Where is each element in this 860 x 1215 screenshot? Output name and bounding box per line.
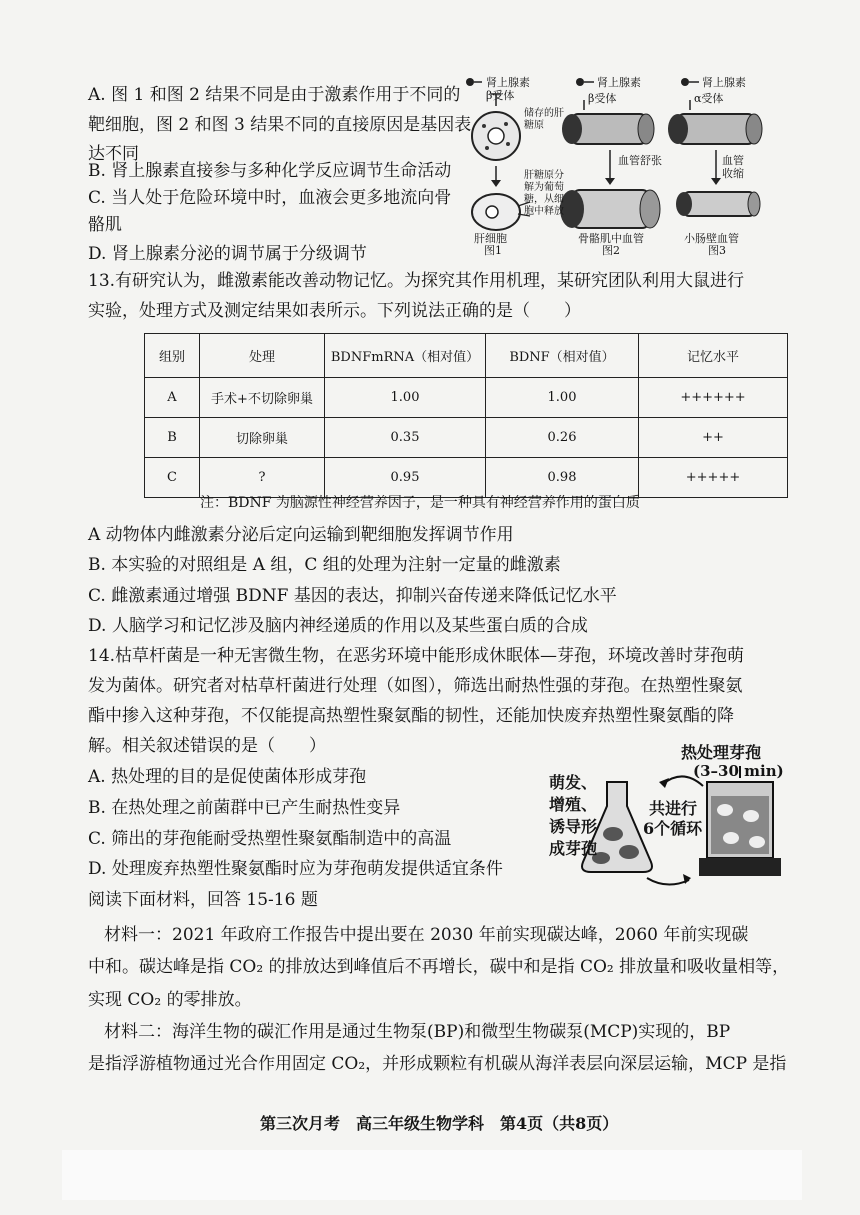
- q13-stem-line1: 13.有研究认为，雌激素能改善动物记忆。为探究其作用机理，某研究团队利用大鼠进行: [88, 271, 745, 291]
- q13-stem-line2: 实验，处理方式及测定结果如表所示。下列说法正确的是（ ）: [88, 301, 581, 321]
- page-footer: 第三次月考 高三年级生物学科 第4页（共8页）: [260, 1114, 619, 1133]
- table-header-cell: 记忆水平: [639, 334, 788, 378]
- process-label-line3: 诱导形: [549, 817, 598, 836]
- reading-intro: 阅读下面材料，回答 15-16 题: [88, 890, 318, 910]
- table-header-cell: BDNFmRNA（相对值）: [325, 334, 486, 378]
- table-cell: C: [145, 458, 200, 498]
- table-cell: 1.00: [486, 378, 639, 418]
- q12-option-d: D. 肾上腺素分泌的调节属于分级调节: [88, 244, 367, 264]
- fig1-receptor-label: β受体: [486, 89, 515, 102]
- q12-option-b: B. 肾上腺素直接参与多种化学反应调节生命活动: [88, 161, 452, 181]
- fig1-cell-label: 肝细胞: [474, 232, 507, 245]
- q12-option-a-line2: 靶细胞，图 2 和图 3 结果不同的直接原因是基因表: [88, 115, 472, 135]
- table-cell: ?: [200, 458, 325, 498]
- q14-option-c: C. 筛出的芽孢能耐受热塑性聚氨酯制造中的高温: [88, 829, 452, 849]
- fig1-note: 肝糖原分解为葡萄糖，从细胞中释放: [524, 170, 564, 217]
- table-cell: A: [145, 378, 200, 418]
- q12-option-c-line2: 骼肌: [88, 215, 122, 235]
- fig3-hormone-label: 肾上腺素: [702, 76, 746, 89]
- q12-option-a-line3: 达不同: [88, 144, 139, 164]
- material2-line2: 是指浮游植物通过光合作用固定 CO₂，并形成颗粒有机碳从海洋表层向深层运输，MCP 是指: [88, 1054, 787, 1074]
- table-row: [145, 378, 788, 418]
- cycle-label-line2: 6个循环: [643, 819, 703, 838]
- hormone-dot-icon: [466, 78, 474, 86]
- table-cell: 0.26: [486, 418, 639, 458]
- heat-time: (3–30 min): [693, 762, 784, 780]
- cycle-label-line1: 共进行: [649, 799, 698, 818]
- fig2-caption: 图2: [602, 244, 620, 257]
- table-cell: ++: [639, 418, 788, 458]
- q14-stem-line3: 酯中掺入这种芽孢，不仅能提高热塑性聚氨酯的韧性，还能加快废弃热塑性聚氨酯的降: [88, 706, 734, 726]
- q14-option-b: B. 在热处理之前菌群中已产生耐热性变异: [88, 798, 401, 818]
- hotplate-icon: [699, 858, 781, 876]
- table-header-cell: 处理: [200, 334, 325, 378]
- q13-option-b: B. 本实验的对照组是 A 组，C 组的处理为注射一定量的雌激素: [88, 555, 561, 575]
- table-note: 注：BDNF 为脑源性神经营养因子，是一种具有神经营养作用的蛋白质: [200, 495, 640, 511]
- fig2-note: 血管舒张: [618, 154, 662, 167]
- q13-option-c: C. 雌激素通过增强 BDNF 基因的表达，抑制兴奋传递来降低记忆水平: [88, 586, 617, 606]
- fig2-receptor-label: β受体: [588, 92, 617, 105]
- material1-line3: 实现 CO₂ 的零排放。: [88, 990, 252, 1010]
- q14-option-d: D. 处理废弃热塑性聚氨酯时应为芽孢萌发提供适宜条件: [88, 859, 503, 879]
- fig3-note: 血管收缩: [722, 154, 744, 180]
- table-cell: 0.35: [325, 418, 486, 458]
- table-cell: 手术+不切除卵巢: [200, 378, 325, 418]
- q14-stem-line2: 发为菌体。研究者对枯草杆菌进行处理（如图），筛选出耐热性强的芽孢。在热塑性聚氨: [88, 676, 743, 696]
- q13-option-a: A 动物体内雌激素分泌后定向运输到靶细胞发挥调节作用: [88, 525, 514, 545]
- q14-stem-line1: 14.枯草杆菌是一种无害微生物，在恶劣环境中能形成休眠体—芽孢，环境改善时芽孢萌: [88, 646, 745, 666]
- process-label-line1: 萌发、: [549, 773, 598, 792]
- fig1-hormone-label: 肾上腺素: [486, 76, 530, 89]
- heat-treatment-figure: [535, 738, 795, 888]
- table-row: [145, 418, 788, 458]
- table-cell: +++++: [639, 458, 788, 498]
- fig3-receptor-label: α受体: [694, 92, 724, 105]
- q14-stem-line4: 解。相关叙述错误的是（ ）: [88, 736, 326, 756]
- fig1-store-label: 储存的肝糖原: [524, 108, 564, 131]
- fig3-vessel-label: 小肠壁血管: [684, 232, 739, 245]
- material2-line1: 材料二：海洋生物的碳汇作用是通过生物泵(BP)和微型生物碳泵(MCP)实现的，BP: [104, 1022, 731, 1042]
- q14-option-a: A. 热处理的目的是促使菌体形成芽孢: [88, 767, 367, 787]
- table-header-cell: 组别: [145, 334, 200, 378]
- fig1-caption: 图1: [484, 244, 502, 257]
- process-label-line4: 成芽孢: [549, 839, 598, 858]
- table-cell: 切除卵巢: [200, 418, 325, 458]
- adrenaline-figure: [460, 74, 790, 257]
- q12-option-c-line1: C. 当人处于危险环境中时，血液会更多地流向骨: [88, 188, 452, 208]
- table-header-cell: BDNF（相对值）: [486, 334, 639, 378]
- table-cell: B: [145, 418, 200, 458]
- material1-line1: 材料一：2021 年政府工作报告中提出要在 2030 年前实现碳达峰，2060 年前实现碳: [104, 925, 749, 945]
- blank-strip: [62, 1150, 802, 1200]
- table-header-row: [145, 334, 788, 378]
- table-cell: 0.95: [325, 458, 486, 498]
- table-cell: 0.98: [486, 458, 639, 498]
- data-table: [144, 333, 788, 498]
- vessel-icon: [572, 114, 646, 144]
- process-label-line2: 增殖、: [549, 795, 598, 814]
- table-cell: ++++++: [639, 378, 788, 418]
- q13-option-d: D. 人脑学习和记忆涉及脑内神经递质的作用以及某些蛋白质的合成: [88, 616, 588, 636]
- q12-option-a-line1: A. 图 1 和图 2 结果不同是由于激素作用于不同的: [88, 85, 461, 105]
- fig2-hormone-label: 肾上腺素: [597, 76, 641, 89]
- table-cell: 1.00: [325, 378, 486, 418]
- heat-title: 热处理芽孢: [681, 743, 762, 762]
- material1-line2: 中和。碳达峰是指 CO₂ 的排放达到峰值后不再增长，碳中和是指 CO₂ 排放量和吸收量相等，: [88, 957, 790, 977]
- fig3-caption: 图3: [708, 244, 726, 257]
- fig2-vessel-label: 骨骼肌中血管: [578, 232, 644, 245]
